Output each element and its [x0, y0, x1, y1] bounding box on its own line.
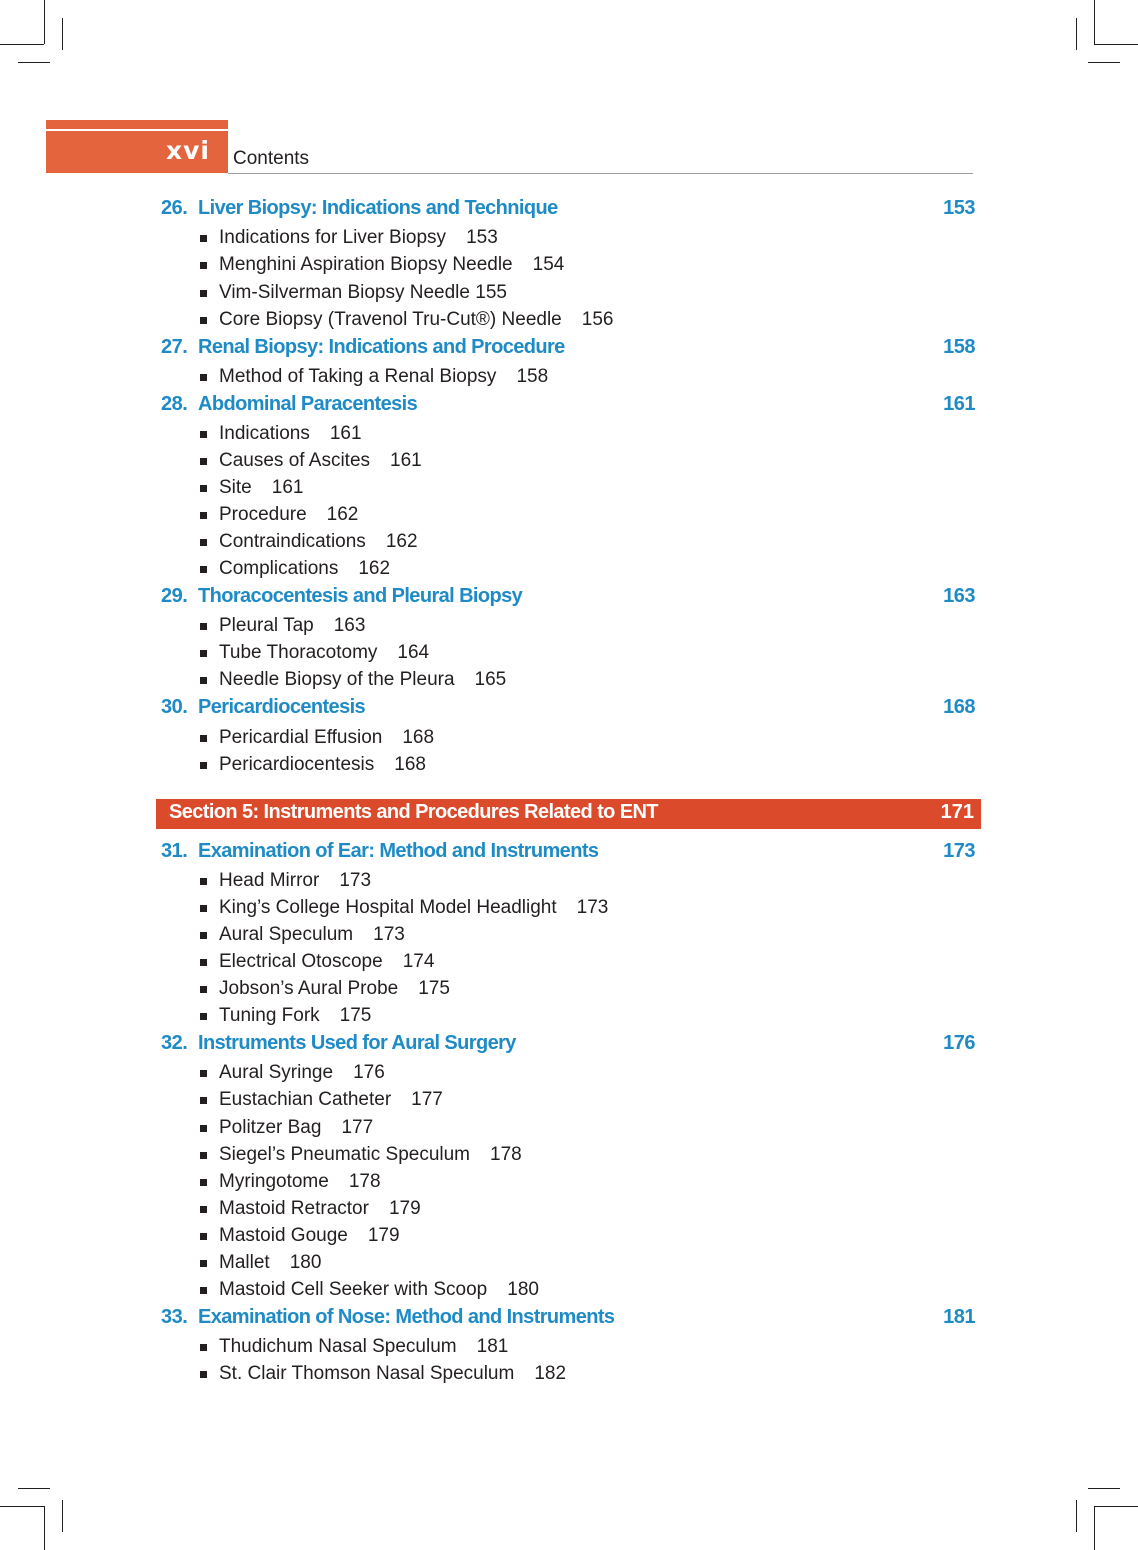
- entry-title: Siegel’s Pneumatic Speculum: [219, 1144, 471, 1165]
- crop-mark: [1088, 62, 1120, 63]
- header-tab: [46, 120, 228, 173]
- entry-page: 168: [394, 754, 426, 775]
- crop-mark: [44, 1506, 45, 1550]
- square-bullet-icon: [200, 1013, 207, 1020]
- square-bullet-icon: [200, 1070, 207, 1077]
- chapter-page: 161: [943, 393, 975, 415]
- entry-page: 163: [333, 615, 366, 636]
- chapter-number: 30.: [161, 696, 188, 718]
- entry-page: 176: [353, 1062, 385, 1083]
- entry-title: Indications: [219, 423, 310, 444]
- entry-page: 154: [532, 254, 565, 275]
- chapter-heading[interactable]: [161, 840, 975, 868]
- entry-title: Vim-Silverman Biopsy Needle 155: [219, 282, 507, 303]
- chapter-heading[interactable]: [161, 1032, 975, 1060]
- entry-title: Mastoid Gouge: [219, 1225, 348, 1246]
- chapter-page: 176: [943, 1032, 975, 1054]
- entry-page: 156: [581, 309, 614, 330]
- chapter-number: 31.: [161, 840, 188, 862]
- entry-page: 153: [466, 227, 498, 248]
- square-bullet-icon: [200, 539, 207, 546]
- chapter-heading[interactable]: [161, 696, 975, 724]
- square-bullet-icon: [200, 878, 207, 885]
- page-number: xvi: [166, 136, 210, 165]
- crop-mark: [44, 0, 45, 44]
- entry-title: Core Biopsy (Travenol Tru-Cut®) Needle: [219, 309, 562, 330]
- entry-title: Head Mirror: [219, 870, 320, 891]
- square-bullet-icon: [200, 374, 207, 381]
- square-bullet-icon: [200, 905, 207, 912]
- chapter-number: 32.: [161, 1032, 188, 1054]
- square-bullet-icon: [200, 317, 207, 324]
- square-bullet-icon: [200, 677, 207, 684]
- section-heading-bar[interactable]: [156, 799, 981, 829]
- entry-title: Myringotome: [219, 1171, 329, 1192]
- entry-page: 175: [339, 1005, 372, 1026]
- entry-page: 179: [367, 1225, 400, 1246]
- square-bullet-icon: [200, 1233, 207, 1240]
- chapter-title: Examination of Nose: Method and Instruments: [198, 1306, 615, 1328]
- square-bullet-icon: [200, 566, 207, 573]
- section-title: Section 5: Instruments and Procedures Related to ENT: [169, 801, 658, 823]
- entry-page: 179: [388, 1198, 421, 1219]
- chapter-title: Examination of Ear: Method and Instruments: [198, 840, 599, 862]
- crop-mark: [62, 1500, 63, 1532]
- entry-page: 164: [397, 642, 430, 663]
- chapter-number: 28.: [161, 393, 188, 415]
- square-bullet-icon: [200, 986, 207, 993]
- chapter-heading[interactable]: [161, 336, 975, 364]
- crop-mark: [0, 1506, 44, 1507]
- square-bullet-icon: [200, 1344, 207, 1351]
- crop-mark: [1094, 1506, 1138, 1507]
- entry-page: 168: [402, 727, 435, 748]
- entry-title: Indications for Liver Biopsy: [219, 227, 447, 248]
- entry-title: Mallet: [219, 1252, 270, 1273]
- entry-title: Complications: [219, 558, 339, 579]
- crop-mark: [1094, 44, 1138, 45]
- crop-mark: [1094, 1506, 1095, 1550]
- crop-mark: [18, 62, 50, 63]
- square-bullet-icon: [200, 932, 207, 939]
- chapter-title: Instruments Used for Aural Surgery: [198, 1032, 516, 1054]
- entry-title: Eustachian Catheter: [219, 1089, 392, 1110]
- entry-page: 177: [341, 1117, 374, 1138]
- entry-page: 158: [516, 366, 549, 387]
- entry-page: 173: [339, 870, 372, 891]
- entry-title: Thudichum Nasal Speculum: [219, 1336, 457, 1357]
- chapter-page: 181: [943, 1306, 975, 1328]
- entry-title: Pericardial Effusion: [219, 727, 383, 748]
- entry-title: Tube Thoracotomy: [219, 642, 378, 663]
- square-bullet-icon: [200, 235, 207, 242]
- square-bullet-icon: [200, 1287, 207, 1294]
- crop-mark: [1076, 1500, 1077, 1532]
- entry-page: 173: [373, 924, 405, 945]
- chapter-number: 27.: [161, 336, 188, 358]
- square-bullet-icon: [200, 290, 207, 297]
- square-bullet-icon: [200, 959, 207, 966]
- entry-page: 178: [348, 1171, 381, 1192]
- entry-page: 173: [576, 897, 609, 918]
- square-bullet-icon: [200, 485, 207, 492]
- chapter-page: 163: [943, 585, 975, 607]
- chapter-title: Liver Biopsy: Indications and Technique: [198, 197, 558, 219]
- entry-title: Causes of Ascites: [219, 450, 371, 471]
- entry-page: 181: [476, 1336, 509, 1357]
- entry-page: 177: [411, 1089, 443, 1110]
- entry-title: Method of Taking a Renal Biopsy: [219, 366, 497, 387]
- entry-title: Site: [219, 477, 252, 498]
- entry-title: Contraindications: [219, 531, 366, 552]
- square-bullet-icon: [200, 512, 207, 519]
- square-bullet-icon: [200, 650, 207, 657]
- chapter-page: 153: [943, 197, 975, 219]
- header-tab-strip: [46, 120, 228, 131]
- crop-mark: [18, 1488, 50, 1489]
- chapter-title: Renal Biopsy: Indications and Procedure: [198, 336, 565, 358]
- chapter-number: 26.: [161, 197, 188, 219]
- entry-page: 161: [390, 450, 422, 471]
- chapter-page: 173: [943, 840, 975, 862]
- chapter-number: 29.: [161, 585, 188, 607]
- chapter-heading[interactable]: [161, 1306, 975, 1334]
- chapter-page: 158: [943, 336, 975, 358]
- entry-page: 162: [358, 558, 391, 579]
- square-bullet-icon: [200, 1152, 207, 1159]
- chapter-page: 168: [943, 696, 975, 718]
- square-bullet-icon: [200, 735, 207, 742]
- entry-title: Jobson’s Aural Probe: [219, 978, 399, 999]
- entry-page: 162: [385, 531, 418, 552]
- square-bullet-icon: [200, 431, 207, 438]
- running-title: Contents: [233, 148, 310, 169]
- entry-title: Needle Biopsy of the Pleura: [219, 669, 455, 690]
- entry-page: 162: [326, 504, 359, 525]
- chapter-heading[interactable]: [161, 393, 975, 421]
- chapter-heading[interactable]: [161, 197, 975, 225]
- square-bullet-icon: [200, 1260, 207, 1267]
- entry-page: 175: [418, 978, 450, 999]
- section-page: 171: [940, 801, 974, 823]
- chapter-title: Thoracocentesis and Pleural Biopsy: [198, 585, 523, 607]
- square-bullet-icon: [200, 623, 207, 630]
- entry-title: Aural Syringe: [219, 1062, 334, 1083]
- entry-title: Politzer Bag: [219, 1117, 322, 1138]
- entry-page: 161: [329, 423, 362, 444]
- crop-mark: [1088, 1488, 1120, 1489]
- entry-title: Tuning Fork: [219, 1005, 320, 1026]
- square-bullet-icon: [200, 762, 207, 769]
- chapter-heading[interactable]: [161, 585, 975, 613]
- entry-title: King’s College Hospital Model Headlight: [219, 897, 557, 918]
- entry-title: Electrical Otoscope: [219, 951, 383, 972]
- crop-mark: [1094, 0, 1095, 44]
- crop-mark: [1076, 18, 1077, 50]
- square-bullet-icon: [200, 458, 207, 465]
- entry-page: 180: [289, 1252, 322, 1273]
- crop-mark: [62, 18, 63, 50]
- entry-title: Procedure: [219, 504, 307, 525]
- entry-page: 174: [402, 951, 435, 972]
- entry-title: Mastoid Cell Seeker with Scoop: [219, 1279, 488, 1300]
- entry-page: 165: [474, 669, 507, 690]
- square-bullet-icon: [200, 1125, 207, 1132]
- chapter-title: Abdominal Paracentesis: [198, 393, 418, 415]
- chapter-title: Pericardiocentesis: [198, 696, 366, 718]
- square-bullet-icon: [200, 1179, 207, 1186]
- square-bullet-icon: [200, 1206, 207, 1213]
- entry-page: 180: [507, 1279, 539, 1300]
- square-bullet-icon: [200, 1097, 207, 1104]
- entry-title: Pleural Tap: [219, 615, 314, 636]
- crop-mark: [0, 44, 44, 45]
- entry-title: Menghini Aspiration Biopsy Needle: [219, 254, 513, 275]
- entry-page: 161: [271, 477, 304, 498]
- entry-title: Aural Speculum: [219, 924, 354, 945]
- entry-title: St. Clair Thomson Nasal Speculum: [219, 1363, 515, 1384]
- entry-page: 178: [490, 1144, 522, 1165]
- entry-page: 182: [534, 1363, 567, 1384]
- header-rule: [228, 173, 973, 174]
- square-bullet-icon: [200, 1371, 207, 1378]
- square-bullet-icon: [200, 262, 207, 269]
- chapter-number: 33.: [161, 1306, 188, 1328]
- entry-title: Mastoid Retractor: [219, 1198, 369, 1219]
- entry-title: Pericardiocentesis: [219, 754, 375, 775]
